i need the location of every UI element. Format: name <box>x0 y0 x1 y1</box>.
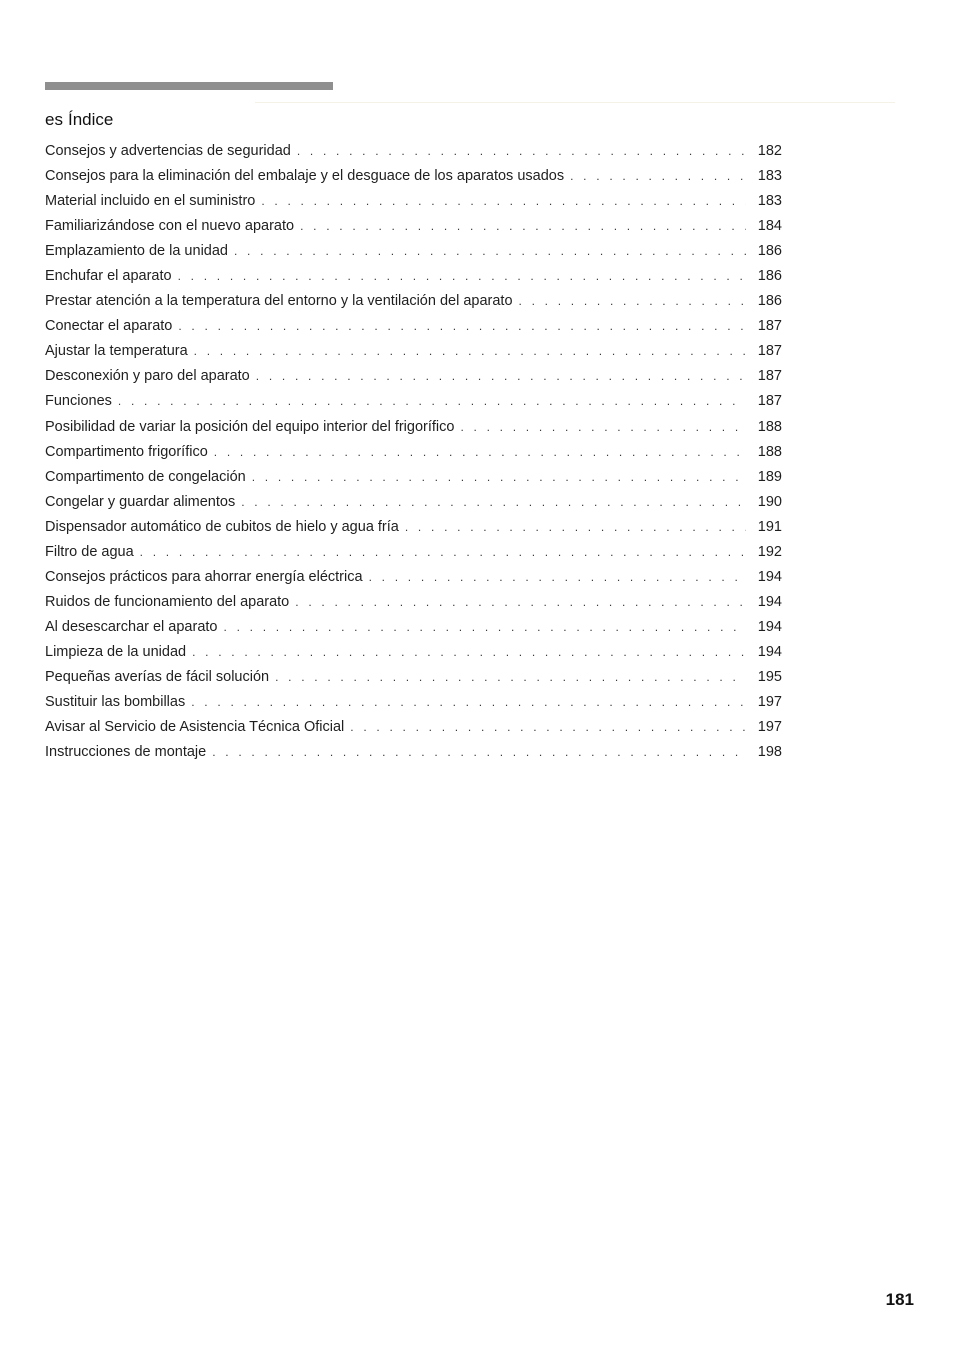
toc-entry[interactable] <box>45 415 782 440</box>
dot-leader <box>178 314 746 339</box>
toc-entry[interactable] <box>45 440 782 465</box>
toc-entry-label: Limpieza de la unidad <box>45 643 187 660</box>
toc-entry[interactable] <box>45 690 782 715</box>
toc-entry[interactable] <box>45 665 782 690</box>
dot-leader <box>300 214 746 239</box>
toc-entry-page: 186 <box>757 268 782 285</box>
toc-entry-page: 188 <box>757 443 782 460</box>
toc-entry-label: Consejos y advertencias de seguridad <box>45 143 291 159</box>
toc-entry-label: Material incluido en el suministro <box>45 193 256 210</box>
toc-entry-label: Ajustar la temperatura <box>45 343 188 360</box>
toc-entry[interactable] <box>45 264 782 289</box>
toc-entry-label: Avisar al Servicio de Asistencia Técnica Oficial <box>45 719 345 736</box>
toc-entry[interactable] <box>45 740 782 765</box>
dot-leader <box>212 740 746 765</box>
page-number: 181 <box>885 1290 914 1309</box>
dot-leader <box>234 239 746 264</box>
toc-entry[interactable] <box>45 289 782 314</box>
toc-entry-page: 183 <box>757 168 782 185</box>
dot-leader <box>191 690 746 715</box>
toc-entry-label: Conectar el aparato <box>45 318 173 335</box>
dot-leader <box>194 339 746 364</box>
toc-entry-page: 194 <box>757 643 782 660</box>
header-rule <box>45 82 333 90</box>
toc-entry[interactable] <box>45 615 782 640</box>
dot-leader <box>241 490 746 515</box>
toc-entry-label: Instrucciones de montaje <box>45 744 207 761</box>
toc-entry-page: 182 <box>757 143 782 159</box>
toc-entry-page: 190 <box>757 493 782 510</box>
toc-entry-label: Emplazamiento de la unidad <box>45 243 228 260</box>
language-code: es <box>45 110 63 130</box>
dot-leader <box>214 440 746 465</box>
table-of-contents <box>45 139 782 765</box>
toc-entry[interactable] <box>45 490 782 515</box>
dot-leader <box>178 264 746 289</box>
toc-entry-label: Posibilidad de variar la posición del equipo interior del frigorífico <box>45 418 455 435</box>
toc-entry[interactable] <box>45 640 782 665</box>
dot-leader <box>460 415 746 440</box>
toc-entry-page: 197 <box>757 719 782 736</box>
toc-entry-page: 189 <box>757 468 782 485</box>
toc-entry-label: Desconexión y paro del aparato <box>45 368 250 385</box>
toc-entry-page: 187 <box>757 368 782 385</box>
dot-leader <box>256 364 746 389</box>
toc-entry-label: Ruidos de funcionamiento del aparato <box>45 593 290 610</box>
dot-leader <box>570 164 746 189</box>
header-divider <box>255 102 895 103</box>
toc-entry-page: 188 <box>757 418 782 435</box>
toc-entry-page: 195 <box>757 668 782 685</box>
toc-entry-page: 194 <box>757 618 782 635</box>
dot-leader <box>252 465 746 490</box>
toc-entry[interactable] <box>45 565 782 590</box>
page-title: Índice <box>67 110 114 130</box>
toc-entry-label: Al desescarchar el aparato <box>45 618 218 635</box>
dot-leader <box>519 289 746 314</box>
toc-entry-page: 192 <box>757 543 782 560</box>
toc-entry[interactable] <box>45 515 782 540</box>
toc-entry-page: 186 <box>757 243 782 260</box>
toc-entry-label: Funciones <box>45 393 112 410</box>
toc-entry[interactable] <box>45 339 782 364</box>
toc-entry[interactable] <box>45 540 782 565</box>
dot-leader <box>295 590 746 615</box>
toc-entry-label: Compartimento de congelación <box>45 468 246 485</box>
toc-entry[interactable] <box>45 389 782 414</box>
toc-entry[interactable] <box>45 465 782 490</box>
toc-entry-page: 183 <box>757 193 782 210</box>
toc-entry-label: Consejos prácticos para ahorrar energía eléctrica <box>45 568 363 585</box>
toc-entry-page: 198 <box>757 744 782 761</box>
toc-entry-page: 194 <box>757 593 782 610</box>
toc-entry[interactable] <box>45 364 782 389</box>
dot-leader <box>275 665 746 690</box>
toc-entry-label: Familiarizándose con el nuevo aparato <box>45 218 295 235</box>
toc-entry-label: Enchufar el aparato <box>45 268 172 285</box>
dot-leader <box>369 565 746 590</box>
dot-leader <box>297 139 746 164</box>
dot-leader <box>350 715 746 740</box>
dot-leader <box>405 515 746 540</box>
toc-heading <box>45 108 113 132</box>
toc-entry[interactable] <box>45 189 782 214</box>
dot-leader <box>261 189 746 214</box>
toc-entry-page: 191 <box>757 518 782 535</box>
dot-leader <box>192 640 746 665</box>
toc-entry-page: 184 <box>757 218 782 235</box>
toc-entry-label: Congelar y guardar alimentos <box>45 493 236 510</box>
toc-entry-page: 187 <box>757 343 782 360</box>
dot-leader <box>118 389 746 414</box>
toc-entry[interactable] <box>45 314 782 339</box>
toc-entry-page: 194 <box>757 568 782 585</box>
toc-entry[interactable] <box>45 164 782 189</box>
toc-entry-label: Sustituir las bombillas <box>45 694 186 711</box>
toc-entry-label: Filtro de agua <box>45 543 134 560</box>
toc-entry[interactable] <box>45 715 782 740</box>
toc-entry[interactable] <box>45 139 782 164</box>
toc-entry-label: Consejos para la eliminación del embalaje y el desguace de los aparatos usados <box>45 168 565 185</box>
toc-entry-page: 197 <box>757 694 782 711</box>
toc-entry-label: Prestar atención a la temperatura del entorno y la ventilación del aparato <box>45 293 513 310</box>
toc-entry-page: 187 <box>757 318 782 335</box>
toc-entry[interactable] <box>45 214 782 239</box>
dot-leader <box>140 540 746 565</box>
toc-entry-label: Compartimento frigorífico <box>45 443 208 460</box>
toc-entry-page: 186 <box>757 293 782 310</box>
dot-leader <box>224 615 747 640</box>
toc-entry[interactable] <box>45 239 782 264</box>
toc-entry-page: 187 <box>757 393 782 410</box>
toc-entry[interactable] <box>45 590 782 615</box>
toc-entry-label: Dispensador automático de cubitos de hielo y agua fría <box>45 518 399 535</box>
toc-entry-label: Pequeñas averías de fácil solución <box>45 668 270 685</box>
